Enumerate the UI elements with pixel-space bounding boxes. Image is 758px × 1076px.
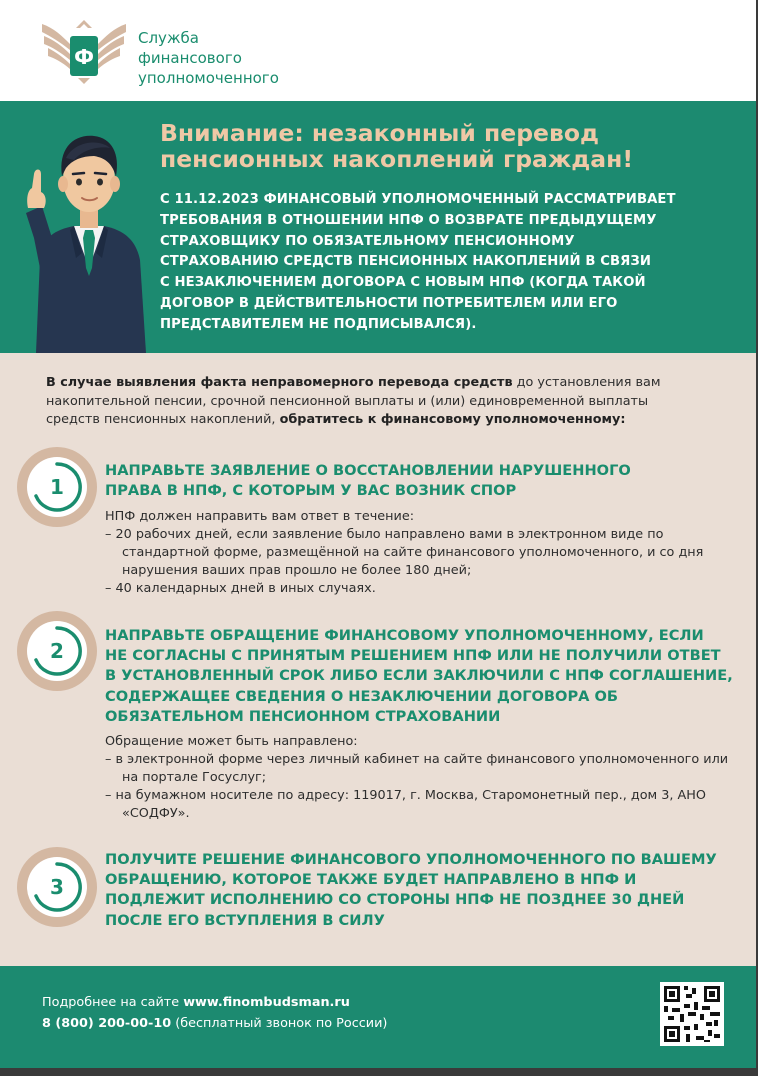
step-heading [105,626,745,727]
step-heading [105,461,745,501]
hero-text-line: ДОГОВОР В ДЕЙСТВИТЕЛЬНОСТИ ПОТРЕБИТЕЛЕМ ИЛИ ЕГО [160,295,618,311]
step-heading-line: В УСТАНОВЛЕННЫЙ СРОК ЛИБО ЕСЛИ ЗАКЛЮЧИЛИ С НПФ СОГЛАШЕНИЕ, [105,667,733,685]
intro-text: накопительной пенсии, срочной пенсионной выплаты и (или) единовременной выплаты [46,393,649,409]
step-body-intro: НПФ должен направить вам ответ в течение: [105,509,415,524]
step-heading-line: ОБРАЩЕНИЮ, КОТОРОЕ ТАКЖЕ БУДЕТ НАПРАВЛЕНО В НПФ И [105,871,637,889]
intro-text: до установления вам [512,375,661,390]
scan-border [0,1068,758,1076]
step-heading-line: ПРАВА В НПФ, С КОТОРЫМ У ВАС ВОЗНИК СПОР [105,482,517,500]
step-heading-line: ПОДЛЕЖИТ ИСПОЛНЕНИЮ СО СТОРОНЫ НПФ НЕ ПОЗДНЕЕ 30 ДНЕЙ [105,891,685,909]
hero-title [160,120,740,172]
hero-title-line: пенсионных накоплений граждан! [160,145,634,173]
step-bullet: – 20 рабочих дней, если заявление было направлено вами в электронном виде по стандартной форме, размещённой на сайте финансового уполномоченного, и со дня нарушения ваших прав прошло не более 180 дней; [105,527,704,578]
step-heading-line: ОБЯЗАТЕЛЬНОМ ПЕНСИОННОМ СТРАХОВАНИИ [105,707,501,725]
hero-text [160,190,740,336]
step-bullet: – на бумажном носителе по адресу: 119017, г. Москва, Старомонетный пер., дом 3, АНО «СОДФУ». [105,788,706,821]
qr-code[interactable] [660,982,724,1046]
step-heading-line: НАПРАВЬТЕ ОБРАЩЕНИЕ ФИНАНСОВОМУ УПОЛНОМОЧЕННОМУ, ЕСЛИ [105,627,704,644]
footer-phone-line [42,1015,387,1033]
eagle-logo-icon [40,14,128,86]
hero-text-line: СТРАХОВЩИКУ ПО ОБЯЗАТЕЛЬНОМУ ПЕНСИОННОМУ [160,233,575,249]
intro-bold: В случае выявления факта неправомерного перевода средств [46,375,513,390]
step-body [105,733,745,823]
hero-text-line: ТРЕБОВАНИЯ В ОТНОШЕНИИ НПФ О ВОЗВРАТЕ ПРЕДЫДУЩЕМУ [160,212,657,228]
footer-website-line [42,994,350,1012]
footer-text: (бесплатный звонок по России) [171,1016,388,1031]
step-number: 2 [50,639,64,663]
step-heading-line: НАПРАВЬТЕ ЗАЯВЛЕНИЕ О ВОССТАНОВЛЕНИИ НАРУШЕННОГО [105,462,631,479]
step-number-circle [16,610,98,692]
org-name-line: уполномоченного [138,69,279,87]
phone-number[interactable]: 8 (800) 200-00-10 [42,1016,172,1031]
intro-bold: обратитесь к финансовому уполномоченному: [279,412,626,427]
org-name-line: финансового [138,49,242,67]
step-body [105,508,745,598]
hero-text-line: С НЕЗАКЛЮЧЕНИЕМ ДОГОВОРА С НОВЫМ НПФ (КОГДА ТАКОЙ [160,275,646,291]
footer-text: Подробнее на сайте [42,995,184,1010]
step-number: 1 [50,475,64,499]
step-bullet: – в электронной форме через личный кабинет на сайте финансового уполномоченного или на портале Госуслуг; [105,752,729,785]
step-heading-line: ПОСЛЕ ЕГО ВСТУПЛЕНИЯ В СИЛУ [105,911,385,929]
step-heading-line: НЕ СОГЛАСНЫ С ПРИНЯТЫМ РЕШЕНИЕМ НПФ ИЛИ НЕ ПОЛУЧИЛИ ОТВЕТ [105,647,721,665]
header [0,0,756,101]
step-number: 3 [50,875,64,899]
org-name-line: Служба [138,29,199,47]
step-heading [105,850,745,931]
businessman-illustration [14,118,164,353]
step-body-intro: Обращение может быть направлено: [105,734,358,749]
hero-text-line: ПРЕДСТАВИТЕЛЕМ НЕ ПОДПИСЫВАЛСЯ). [160,316,477,332]
step-bullet: – 40 календарных дней в иных случаях. [105,581,376,596]
svg-text:Ф: Ф [74,45,94,69]
step-number-circle [16,846,98,928]
intro-paragraph [46,374,736,430]
intro-text: средств пенсионных накоплений, [46,412,280,427]
hero-text-line: СТРАХОВАНИЮ СРЕДСТВ ПЕНСИОННЫХ НАКОПЛЕНИЙ В СВЯЗИ [160,254,652,270]
website-link[interactable]: www.finombudsman.ru [183,995,350,1010]
step-heading-line: ПОЛУЧИТЕ РЕШЕНИЕ ФИНАНСОВОГО УПОЛНОМОЧЕННОГО ПО ВАШЕМУ [105,851,717,868]
hero-text-line: С 11.12.2023 ФИНАНСОВЫЙ УПОЛНОМОЧЕННЫЙ РАССМАТРИВАЕТ [160,192,676,207]
organization-name [138,28,279,88]
step-heading-line: СОДЕРЖАЩЕЕ СВЕДЕНИЯ О НЕЗАКЛЮЧЕНИИ ДОГОВОРА ОБ [105,687,619,705]
hero-title-line: Внимание: незаконный перевод [160,119,599,147]
step-number-circle [16,446,98,528]
